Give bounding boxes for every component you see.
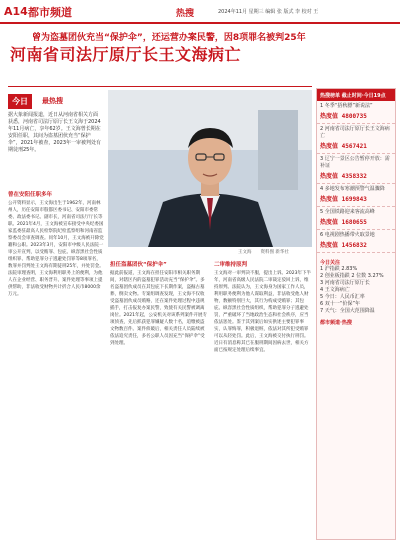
list-item-title: 2 河南省司法厅原厅长王文海病亡 (320, 126, 390, 139)
list-item-title: 6 电视剧热播带火取景地 (320, 232, 375, 238)
sidebar-extra-line: 1 沪指跌 2.83% (320, 266, 358, 272)
list-item (317, 230, 395, 253)
sidebar-header: 热搜榜单 截止时间·今日19点 (317, 89, 395, 101)
sidebar-extra-line: 6 双十一“价保”年 (320, 301, 360, 307)
photo-caption: 王文海 资料图 新华社 (238, 250, 289, 255)
column-3-heading: 二审维持原判 (214, 262, 248, 268)
list-item-heat: 热度值 1699843 (320, 196, 367, 203)
flag-label: 最热搜 (42, 97, 63, 105)
section-title: 热搜 (176, 9, 195, 19)
column-2-text: 据此前报道，王文海在担任安阳市相关职务期间，对辖区内的盗墓犯罪活动充当“保护伞”。多名盗墓团伙成员在其包庇下长期作案，盗掘古墓葬，倒卖文物。专案组调查发现，王文海不仅收受盗墓团伙成员贿赂，还在案件处理过程中违规插手，打击报复办案民警，致使有关民警被调离岗位。2021年起，公安机关对该系列案件开展专项侦查，先后抓获犯罪嫌疑人数十名，追缴被盗文物数百件。案件侦破后，相关责任人员陆续被依法追究责任，多名公职人员因充当“保护伞”受到处理。 (110, 271, 207, 346)
article-subtitle: 曾为盗墓团伙充当“保护伞”，还运营办案民警，因8项罪名被判25年 (32, 33, 306, 43)
portrait-illustration (108, 90, 312, 247)
paper-logo: 都市频道 (28, 6, 72, 19)
list-item-title: 1 冬季“捂秋膘”新说法” (320, 103, 373, 109)
list-item (317, 101, 395, 124)
list-item-heat: 热度值 1680655 (320, 219, 367, 226)
article-column-1 (8, 188, 104, 540)
list-item-heat: 热度值 4800735 (320, 113, 367, 120)
article-column-3 (214, 258, 312, 540)
list-item-heat: 热度值 1456832 (320, 242, 367, 249)
column-1-heading: 曾在安阳任职多年 (8, 192, 53, 198)
column-2-heading: 担任盗墓团伙“保护伞” (110, 262, 167, 268)
hot-search-sidebar (316, 88, 396, 540)
sidebar-extra-line: 7 天气：全国大范围降温 (320, 308, 375, 314)
sidebar-extra-line: 2 创业板指跌 2 位数 3.27% (320, 273, 384, 279)
list-item (317, 184, 395, 207)
sidebar-extra-line: 3 河南省司法厅原厅长 (320, 280, 370, 286)
list-item (317, 154, 395, 184)
list-item-title: 3 辽宁一景区公告暂停开放：需补证 (320, 156, 390, 169)
article-headline: 河南省司法厅原厅长王文海病亡 (10, 45, 242, 64)
page-number: A14 (4, 5, 28, 18)
issue-meta: 2024年11月 星期三 编辑 张 版式 李 校对 王 (218, 9, 319, 15)
column-1-text: 公开资料显示，王文海出生于1962年，河南林州人，历任安阳市殷都区委书记、安阳市委常委、政法委书记、副市长，河南省司法厅厅长等职。2021年4月，王文海被宣布接受中央纪委国家监委驻最高人民检察院纪检监察组和河南省监察委员会审查调查。同年10月，王文海被开除党籍和公职。2023年3月，安阳市中级人民法院一审公开宣判，以受贿罪、包庇、纵容黑社会性质组织罪、帮助犯罪分子逃避处罚罪等8项罪名，数罪并罚判处王文海有期徒刑25年，并处罚金。法院审理查明，王文海利用职务上的便利，为他人在企业经营、职务晋升、案件处理等事项上提供帮助，非法收受财物共计折合人民币8000余万元。 (8, 201, 104, 297)
list-item-heat: 热度值 4358332 (320, 173, 367, 180)
list-item-title: 5 全国铁路迎来客流高峰 (320, 209, 375, 215)
sidebar-footer: 都市频道·热搜 (320, 320, 352, 326)
portrait-photo (108, 90, 312, 247)
flag-today: 今日 (8, 94, 32, 109)
column-3-text: 王文海对一审判决不服，提出上诉。2023年下半年，河南省高级人民法院二审裁定驳回上诉，维持原判。法院认为，王文海身为国家工作人员，利用职务便利为他人谋取利益，非法收受他人财物，数额特别巨大，其行为构成受贿罪；其包庇、纵容黑社会性质组织，帮助犯罪分子逃避处罚，严重破坏了当地政治生态和社会秩序，应当依法惩处。鉴于其到案后如实供述主要犯罪事实，认罪悔罪，积极退赃，依法对其所犯受贿罪可以从轻处罚。此后，王文海被交付执行刑罚。近日有消息称其已在服刑期间因病去世，相关方面已按规定处理后续事宜。 (214, 271, 311, 353)
sidebar-extra-line: 5 今日：人民币汇率 (320, 294, 365, 300)
list-item (317, 207, 395, 230)
list-item-title: 4 多地发布寒潮预警气温骤降 (320, 186, 385, 192)
sidebar-extra-line: 4 王文海病亡 (320, 287, 350, 293)
article-column-2 (110, 258, 208, 540)
list-item (317, 124, 395, 154)
list-item-heat: 热度值 4567421 (320, 143, 367, 150)
masthead (0, 0, 400, 24)
sidebar-extra (317, 253, 395, 329)
headline-rule (8, 86, 312, 87)
sidebar-extra-title: 今日关注 (320, 260, 341, 266)
article-lede: 据大象新闻报道，近日从河南省相关方面获悉，河南省司法厅原厅长王文海于2024年11月病亡，享年62岁。王文海曾长期在安阳任职，其间为盗墓团伙充当“保护伞”，2021年被查，2023年一审被判处有期徒刑25年。 (8, 112, 102, 153)
